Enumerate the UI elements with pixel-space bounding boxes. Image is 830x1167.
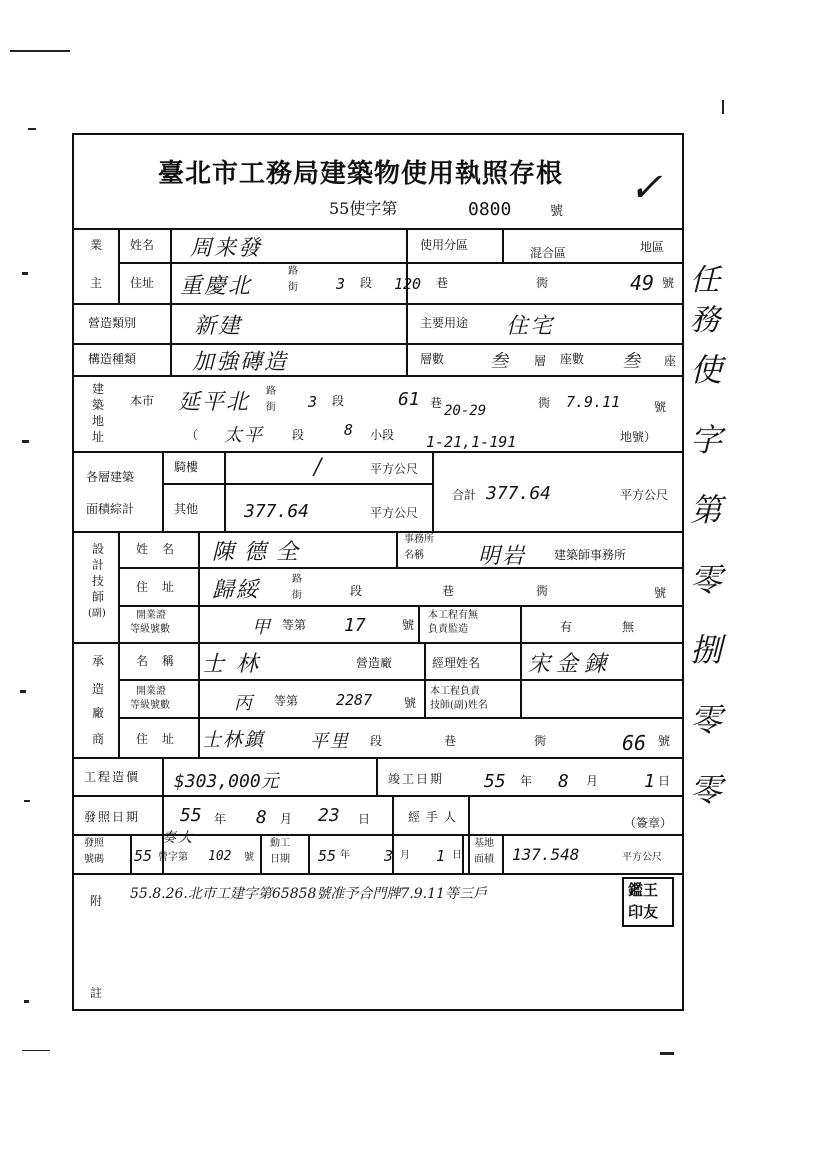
seal-text: 印友 — [628, 903, 659, 921]
no-unit: 號 — [404, 696, 417, 710]
note-text: 55.8.26.北市工建字第65858號准予合門牌7.9.11等三戶 — [130, 886, 487, 902]
margin-char: 捌 — [690, 631, 725, 669]
scan-speck — [28, 128, 36, 130]
section-unit: 段 — [370, 734, 383, 748]
license-label: 等級號數 — [130, 624, 170, 635]
margin-char: 零 — [690, 701, 725, 739]
scan-speck — [722, 100, 724, 114]
margin-char: 使 — [690, 351, 725, 389]
scan-speck — [660, 1052, 674, 1055]
owner-address-no: 49 — [630, 271, 655, 295]
no-unit: 號 — [244, 852, 254, 863]
construction-type: 新建 — [194, 314, 243, 339]
permit-label: 發照 — [84, 838, 104, 849]
contractor-name: 士林 — [202, 652, 271, 677]
permit-suffix: 號 — [550, 204, 564, 219]
site-road: 延平北 — [178, 390, 251, 415]
designer-label-char: 計 — [92, 558, 105, 572]
no-unit: 號 — [658, 734, 671, 748]
completion-label: 竣工日期 — [388, 772, 445, 786]
site-subsection: 8 — [344, 421, 354, 439]
supervise-no: 無 — [622, 620, 635, 634]
issue-year: 55 — [180, 805, 202, 826]
supervise-yes: 有 — [560, 620, 573, 634]
permit-prefix: 營字第 — [158, 852, 188, 863]
contractor-suffix: 營造廠 — [356, 656, 393, 670]
lane-unit: 巷 — [444, 734, 457, 748]
site-label-char: 地 — [92, 414, 105, 428]
total-area: 377.64 — [486, 483, 552, 504]
note-label: 註 — [90, 986, 103, 1000]
no-unit: 號 — [654, 586, 667, 600]
day-unit: 日 — [452, 850, 462, 861]
alley-unit: 衖 — [536, 276, 549, 290]
buildings: 叁 — [622, 351, 642, 372]
start-label: 動工 — [270, 838, 290, 849]
contractor-name-label: 名稱 — [136, 654, 189, 668]
area-unit: 平方公尺 — [370, 462, 419, 476]
scan-speck — [22, 440, 29, 443]
margin-char: 第 — [690, 491, 725, 529]
area-unit: 平方公尺 — [370, 506, 419, 520]
scan-speck — [20, 690, 26, 693]
designer-name-label: 姓名 — [136, 542, 189, 556]
alley-unit: 衖 — [534, 734, 547, 748]
site-lot: 1-21,1-191 — [426, 433, 517, 451]
contractor-label-char: 造 — [92, 682, 105, 696]
day-unit: 日 — [358, 812, 371, 826]
floors-label: 層數 — [420, 352, 445, 366]
seal-text: 鑑王 — [628, 881, 659, 899]
site-lane: 61 — [398, 389, 420, 410]
office-name: 明岩 — [478, 544, 527, 569]
section-unit: 段 — [332, 394, 345, 408]
other-label: 其他 — [174, 502, 199, 516]
completion-day: 1 — [644, 771, 655, 792]
year-unit: 年 — [214, 812, 227, 826]
owner-address-label: 住址 — [130, 276, 155, 290]
no-unit: 號 — [654, 400, 667, 414]
margin-char: 零 — [690, 771, 725, 809]
base-label: 面積 — [474, 854, 494, 865]
license-label: 開業證 — [136, 610, 166, 621]
office-suffix: 建築師事務所 — [554, 548, 627, 562]
zoning-label: 使用分區 — [420, 238, 469, 252]
base-label: 基地 — [474, 838, 494, 849]
designer-name: 陳德全 — [212, 540, 309, 565]
supervise-label: 本工程有無 — [428, 610, 478, 621]
issue-month: 8 — [256, 807, 267, 828]
site-alley: 20-29 — [444, 403, 487, 419]
cost-label: 工程造價 — [84, 770, 141, 784]
owner-name-label: 姓名 — [130, 238, 155, 252]
cost-value: $303,000元 — [174, 771, 279, 792]
completion-month: 8 — [558, 771, 569, 792]
owner-address-lane: 120 — [394, 275, 422, 293]
designer-grade: 甲 — [252, 617, 272, 638]
year-unit: 年 — [340, 850, 350, 861]
designer-address-label: 住址 — [136, 580, 189, 594]
zoning-suffix: 地區 — [640, 240, 665, 254]
total-label: 合計 — [452, 488, 477, 502]
owner-section-label: 業 — [90, 238, 103, 252]
designer-label-char: 設 — [92, 542, 105, 556]
start-year: 55 — [318, 847, 337, 865]
section-unit: 段 — [360, 276, 373, 290]
contractor-no: 66 — [622, 731, 647, 755]
owner-address-section: 3 — [336, 275, 346, 293]
grade-unit: 等第 — [274, 694, 299, 708]
contractor-address: 士林鎮 — [202, 729, 266, 751]
designer-label-char: 師 — [92, 590, 105, 604]
contractor-label-char: 承 — [92, 654, 105, 668]
scan-speck — [24, 1000, 29, 1003]
subsection-unit: 小段 — [370, 428, 395, 442]
scan-speck — [22, 1050, 50, 1051]
month-unit: 月 — [280, 812, 293, 826]
area-unit: 平方公尺 — [620, 488, 669, 502]
alley-unit: 衖 — [536, 584, 549, 598]
lane-unit: 巷 — [442, 584, 455, 598]
road-label: 路 — [292, 574, 302, 585]
district-unit: 段 — [292, 428, 305, 442]
main-use: 住宅 — [506, 314, 555, 339]
margin-char: 字 — [690, 421, 725, 459]
manager-name: 宋金鍊 — [528, 652, 613, 677]
completion-year: 55 — [484, 771, 506, 792]
arcade-label: 騎樓 — [174, 460, 199, 474]
contractor-label-char: 商 — [92, 732, 105, 746]
structure-label: 構造種類 — [88, 352, 137, 366]
buildings-unit: 座 — [664, 354, 677, 368]
check-mark: ✓ — [629, 165, 665, 211]
owner-section-label: 主 — [90, 276, 103, 290]
section-unit: 段 — [350, 584, 363, 598]
site-label-char: 築 — [92, 398, 105, 412]
contractor-license-no: 2287 — [336, 691, 373, 709]
note-label: 附 — [90, 894, 103, 908]
sign-label: （簽章） — [624, 816, 673, 830]
handler-label: 經手人 — [408, 810, 463, 824]
tech-label: 技師(副)姓名 — [430, 700, 488, 711]
buildings-label: 座數 — [560, 352, 585, 366]
lane-unit: 巷 — [430, 396, 443, 410]
site-district: 太平 — [224, 425, 264, 446]
site-label-char: 址 — [92, 430, 105, 444]
zoning-value: 混合區 — [530, 246, 567, 260]
margin-char: 任 — [690, 263, 722, 298]
contractor-label-char: 廠 — [92, 706, 105, 720]
paren-open: （ — [186, 428, 199, 442]
official-seal — [622, 877, 674, 927]
permit-prefix: 55使字第 — [329, 199, 398, 218]
start-day: 1 — [436, 847, 446, 865]
structure: 加強磚造 — [192, 350, 289, 375]
margin-char: 務 — [690, 303, 722, 338]
designer-address: 歸綏 — [212, 578, 261, 603]
other-area: 377.64 — [244, 501, 310, 522]
issue-day: 23 — [318, 805, 340, 826]
site-number: 7.9.11 — [566, 393, 621, 411]
main-use-label: 主要用途 — [420, 316, 469, 330]
alley-unit: 衖 — [538, 396, 551, 410]
floors-unit: 層 — [534, 354, 547, 368]
area-label: 各層建築 — [86, 470, 135, 484]
no-unit: 號 — [402, 618, 415, 632]
permit-form — [72, 133, 684, 1011]
permit-year: 55 — [134, 847, 153, 865]
permit-label: 號碼 — [84, 854, 104, 865]
contractor-grade: 丙 — [234, 693, 254, 714]
designer-label-char: 技 — [92, 574, 105, 588]
lot-unit: 地號） — [620, 430, 657, 444]
designer-license-no: 17 — [344, 615, 366, 636]
owner-name: 周来發 — [190, 236, 263, 261]
lane-unit: 巷 — [436, 276, 449, 290]
designer-label-char: (副) — [88, 608, 106, 619]
scan-speck — [10, 50, 70, 52]
construction-type-label: 營造類別 — [88, 316, 137, 330]
contractor-address-label: 住址 — [136, 732, 189, 746]
floors: 叁 — [490, 351, 510, 372]
road-label: 路 — [288, 266, 298, 277]
tech-label: 本工程負責 — [430, 686, 480, 697]
license-label: 等級號數 — [130, 700, 170, 711]
supervise-label: 負責監造 — [428, 624, 468, 635]
site-section: 3 — [308, 393, 318, 411]
month-unit: 月 — [586, 774, 599, 788]
area-label: 面積綜計 — [86, 502, 135, 516]
owner-address-road: 重慶北 — [180, 274, 253, 299]
site-label-char: 建 — [92, 382, 105, 396]
permit-no: 102 — [208, 849, 232, 864]
base-unit: 平方公尺 — [622, 852, 662, 863]
start-month: 3 — [384, 847, 394, 865]
margin-char: 零 — [690, 561, 725, 599]
grade-unit: 等第 — [282, 618, 307, 632]
office-label: 名稱 — [404, 550, 424, 561]
site-city: 本市 — [130, 394, 155, 408]
permit-number: 0800 — [468, 199, 512, 220]
issue-label: 發照日期 — [84, 810, 141, 824]
scan-speck — [22, 272, 28, 275]
road-label: 街 — [288, 282, 298, 293]
office-label: 事務所 — [404, 534, 434, 545]
start-label: 日期 — [270, 854, 290, 865]
margin-handwriting — [690, 255, 730, 815]
road-label: 路 — [266, 386, 276, 397]
permit-overwrite: 奏大 — [162, 830, 194, 846]
manager-label: 經理姓名 — [432, 656, 481, 670]
base-area: 137.548 — [512, 845, 580, 864]
form-title: 臺北市工務局建築物使用執照存根 — [158, 159, 564, 189]
road-label: 街 — [292, 590, 302, 601]
scan-speck — [24, 800, 30, 802]
road-label: 街 — [266, 402, 276, 413]
arcade-value: / — [314, 455, 324, 480]
license-label: 開業證 — [136, 686, 166, 697]
year-unit: 年 — [520, 774, 533, 788]
month-unit: 月 — [400, 850, 410, 861]
contractor-li: 平里 — [310, 731, 350, 752]
no-unit: 號 — [662, 276, 675, 290]
day-unit: 日 — [658, 774, 671, 788]
